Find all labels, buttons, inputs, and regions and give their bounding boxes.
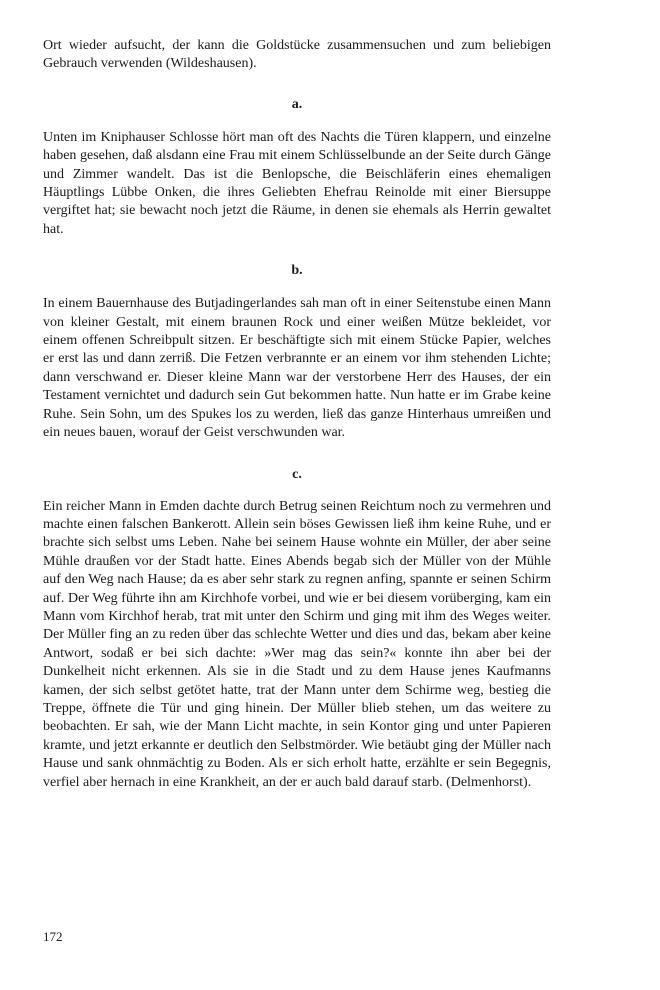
section-heading-a: a. (291, 96, 303, 112)
page-body (43, 37, 551, 792)
section-heading-c: c. (292, 466, 302, 482)
section-text-c: Ein reicher Mann in Emden dachte durch Betrug seinen Reichtum noch zu vermehren und machte einen falschen Bankerott. Allein sein böses Gewissen ließ ihm keine Ruhe, und er brachte sich selbst ums Leben. Nahe bei seinem Hause wohnte ein Müller, der aber seine Mühle draußen vor der Stadt hatte. Eines Abends begab sich der Müller von der Mühle auf den Weg nach Hause; da es aber sehr stark zu regnen anfing, spannte er seinen Schirm auf. Der Weg führte ihn am Kirchhofe vorbei, und wie er bei diesem vorüberging, kam ein Mann vom Kirchhof herab, trat mit unter den Schirm und ging mit ihm des Weges weiter. Der Müller fing an zu reden über das schlechte Wetter und dies und das, bekam aber keine Antwort, sodaß er bei sich dachte: »Wer mag das sein?« konnte ihn aber bei der Dunkelheit nicht erkennen. Als sie in die Stadt und zu dem Hause jenes Kaufmanns kamen, der sich selbst getötet hatte, trat der Mann unter dem Schirme weg, bestieg die Treppe, öffnete die Tür und ging hinein. Der Müller blieb stehen, um das weitere zu beobachten. Er sah, wie der Mann Licht machte, in sein Kontor ging und unter Papieren kramte, und jetzt erkannte er deutlich den Selbstmörder. Wie betäubt ging der Müller nach Hause und sank ohnmächtig zu Boden. Als er sich erholt hatte, erzählte er sein Begegnis, verfiel aber hernach in eine Krankheit, an der er auch bald darauf starb. (Delmenhorst). (43, 498, 551, 790)
intro-paragraph: Ort wieder aufsucht, der kann die Goldstücke zusammensuchen und zum beliebigen Gebrauch verwenden (Wildeshausen). (43, 38, 551, 72)
page-number: 172 (43, 929, 63, 944)
section-text-a: Unten im Kniphauser Schlosse hört man oft des Nachts die Türen klappern, und einzelne haben gesehen, daß alsdann eine Frau mit einem Schlüsselbunde an der Seite durch Gänge und Zimmer wandelt. Das ist die Benlopsche, die Beischläferin eines ehemaligen Häuptlings Lübbe Onken, die ihres Geliebten Ehefrau Reinolde mit einer Biersuppe vergiftet hat; sie bewacht noch jetzt die Räume, in denen sie ehemals als Herrin gewaltet hat. (43, 129, 551, 237)
section-text-b: In einem Bauernhause des Butjadingerlandes sah man oft in einer Seitenstube einen Mann von kleiner Gestalt, mit einem braunen Rock und einer weißen Mütze bekleidet, vor einem offenen Schreibpult sitzen. Er beschäftigte sich mit einem Stücke Papier, welches er erst las und dann zerriß. Die Fetzen verbrannte er an einem vor ihm stehenden Lichte; dann verschwand er. Dieser kleine Mann war der verstorbene Herr des Hauses, der ein Testament vernichtet und dadurch sein Gut bekommen hatte. Nun hatte er im Grabe keine Ruhe. Sein Sohn, um des Spukes los zu werden, ließ das ganze Hinterhaus umreißen und ein neues bauen, worauf der Geist verschwunden war. (43, 296, 551, 441)
section-heading-b: b. (291, 263, 303, 279)
